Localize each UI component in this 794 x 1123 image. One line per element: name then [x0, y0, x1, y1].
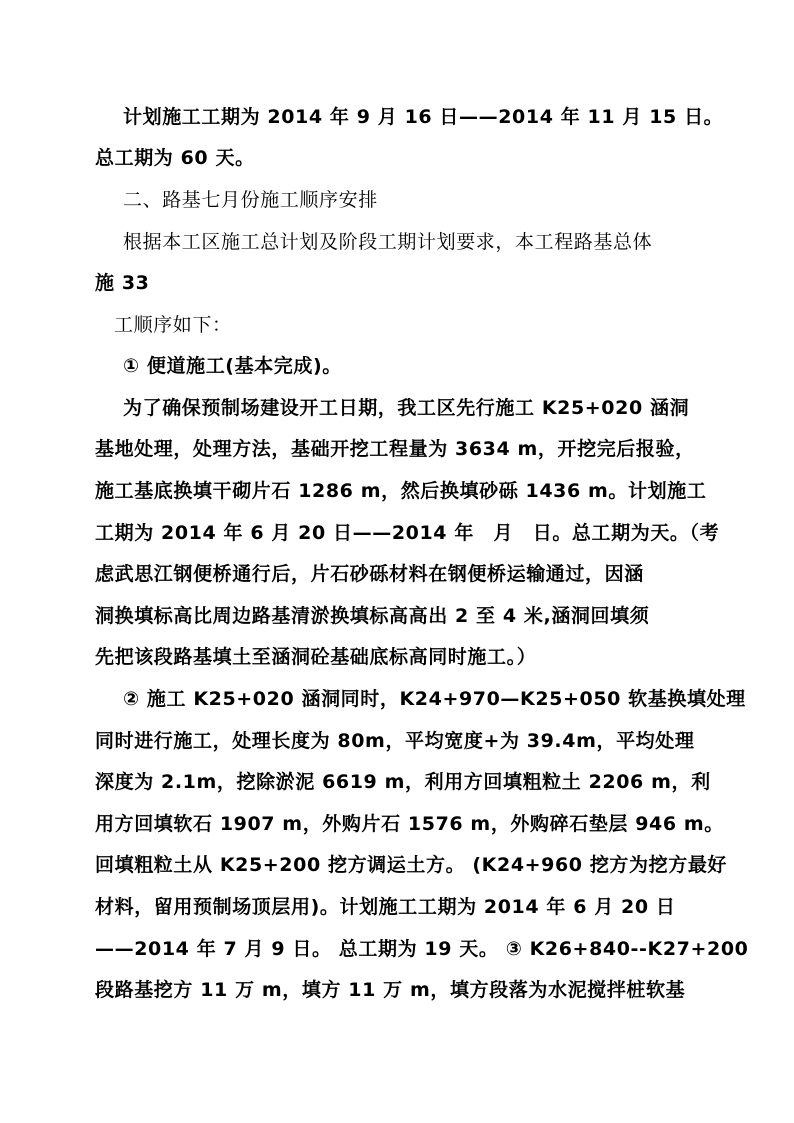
text-line-12: 虑武思江钢便桥通行后，片石砂砾材料在钢便桥运输通过，因涵 [95, 563, 644, 585]
text-line-1: 计划施工工期为 2014 年 9 月 16 日——2014 年 11 月 15 日。 [123, 106, 724, 128]
text-line-8: 为了确保预制场建设开工日期，我工区先行施工 K25+020 涵洞 [123, 397, 690, 419]
text-line-5: 施 33 [95, 272, 150, 294]
text-line-17: 深度为 2.1m，挖除淤泥 6619 m，利用方回填粗粒土 2206 m，利 [95, 771, 711, 793]
text-line-15: ② 施工 K25+020 涵洞同时，K24+970—K25+050 软基换填处理 [123, 688, 746, 710]
text-line-2: 总工期为 60 天。 [95, 147, 255, 169]
text-line-18: 用方回填软石 1907 m，外购片石 1576 m，外购碎石垫层 946 m。 [95, 813, 724, 835]
text-line-4: 根据本工区施工总计划及阶段工期计划要求，本工程路基总体 [123, 231, 653, 253]
text-line-16: 同时进行施工，处理长度为 80m，平均宽度+为 39.4m，平均处理 [95, 730, 695, 752]
text-line-22: 段路基挖方 11 万 m，填方 11 万 m，填方段落为水泥搅拌桩软基 [95, 979, 686, 1001]
text-line-14: 先把该段路基填土至涵洞砼基础底标高同时施工。） [95, 646, 537, 668]
section-heading: 二、路基七月份施工顺序安排 [123, 189, 378, 211]
text-line-9: 基地处理，处理方法，基础开挖工程量为 3634 m，开挖完后报验， [95, 438, 695, 460]
text-line-13: 洞换填标高比周边路基清淤换填标高高出 2 至 4 米,涵洞回填须 [95, 605, 650, 627]
text-line-20: 材料，留用预制场顶层用)。计划施工工期为 2014 年 6 月 20 日 [95, 896, 676, 918]
text-line-19: 回填粗粒土从 K25+200 挖方调运土方。 (K24+960 挖方为挖方最好 [95, 854, 728, 876]
text-line-21: ——2014 年 7 月 9 日。 总工期为 19 天。 ③ K26+840--K27+200 [95, 938, 749, 960]
text-line-11: 工期为 2014 年 6 月 20 日——2014 年 月 日。总工期为天。（考 [95, 522, 720, 544]
text-line-7: ① 便道施工(基本完成)。 [123, 355, 342, 377]
text-line-10: 施工基底换填干砌片石 1286 m，然后换填砂砾 1436 m。计划施工 [95, 480, 707, 502]
text-line-6: 工顺序如下： [114, 314, 232, 336]
